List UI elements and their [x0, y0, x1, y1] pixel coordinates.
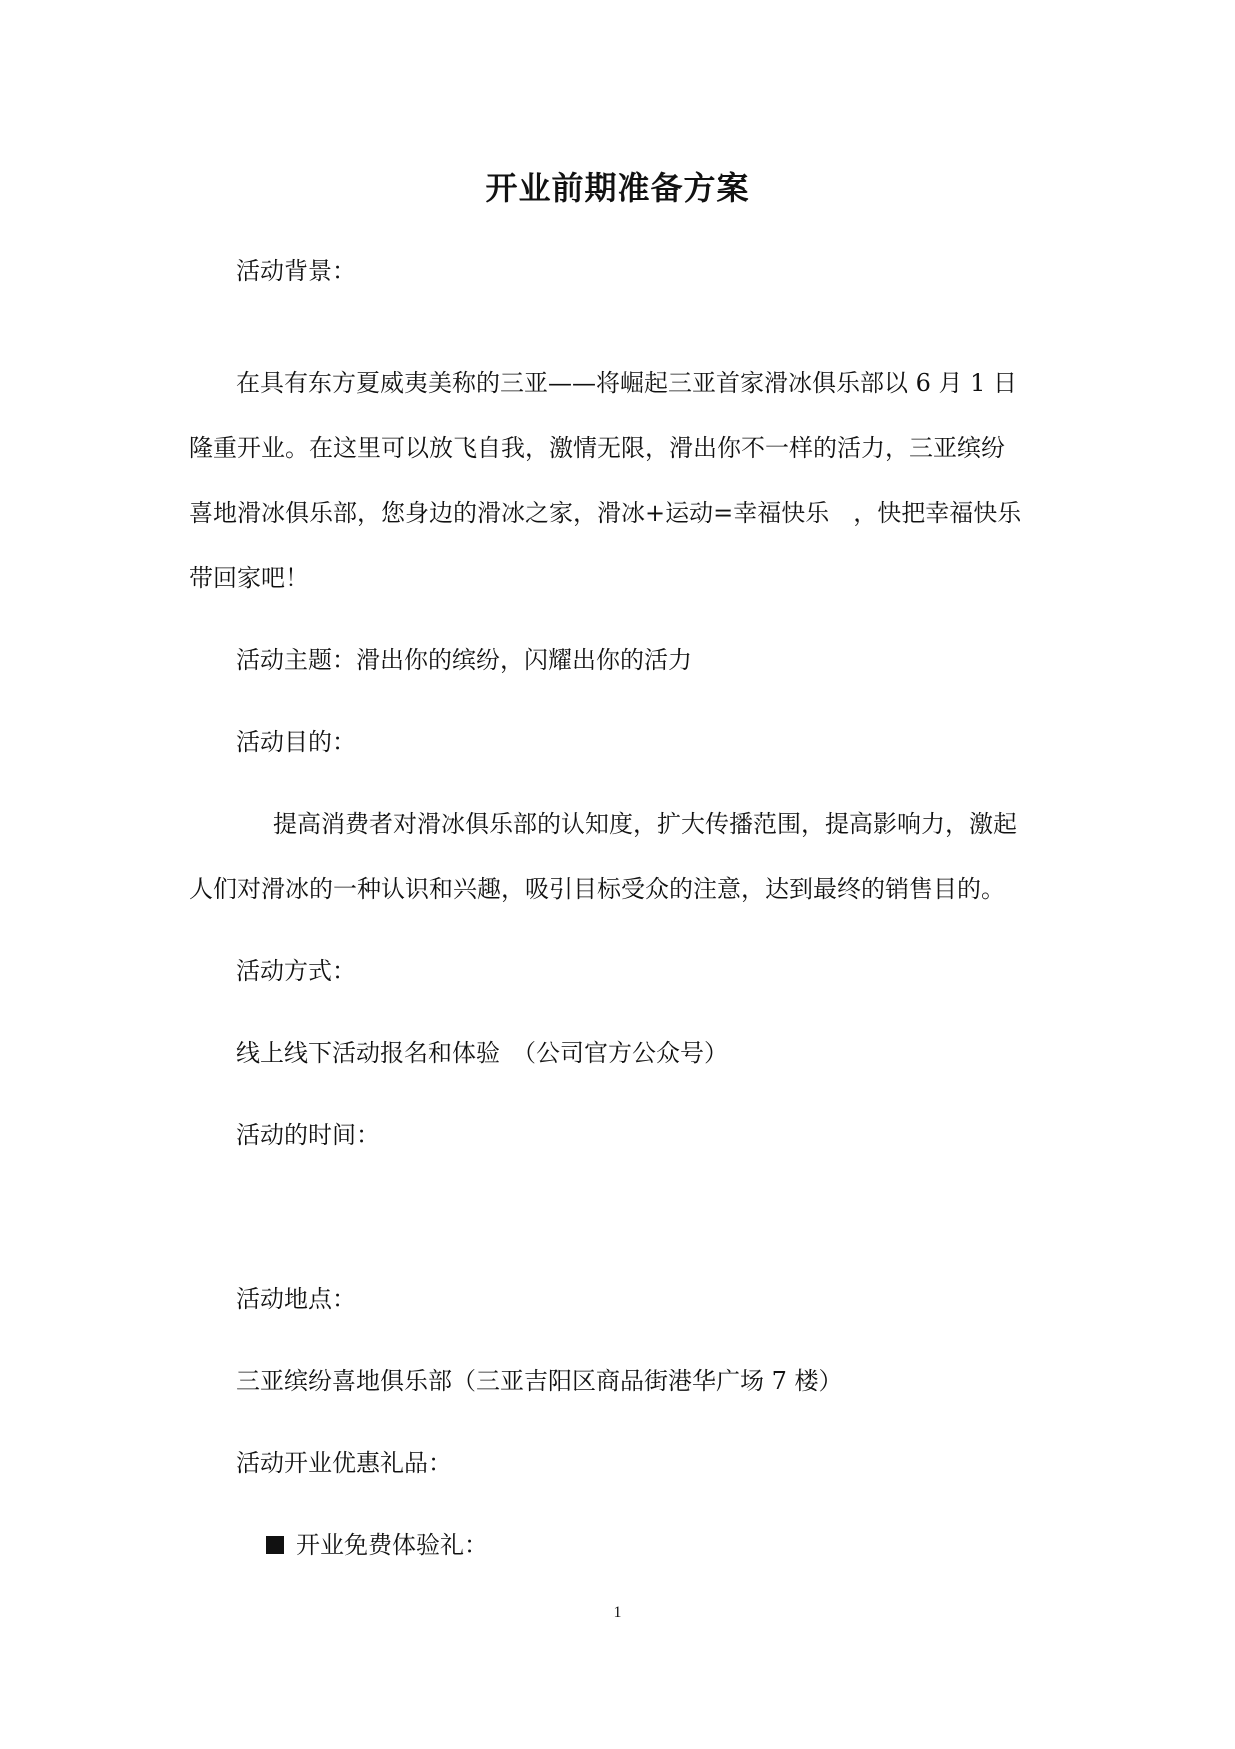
background-paragraph-line-2: 隆重开业。在这里可以放飞自我，激情无限，滑出你不一样的活力，三亚缤纷: [189, 434, 1005, 462]
page-number: 1: [613, 1604, 622, 1621]
method-value: 线上线下活动报名和体验 （公司官方公众号）: [236, 1039, 728, 1067]
background-paragraph-line-4: 带回家吧！: [189, 564, 309, 592]
purpose-heading: 活动目的：: [236, 728, 356, 756]
purpose-paragraph-line-1: 提高消费者对滑冰俱乐部的认知度，扩大传播范围，提高影响力，激起: [273, 810, 1017, 838]
document-title: 开业前期准备方案: [485, 169, 750, 207]
background-heading: 活动背景：: [236, 257, 356, 285]
background-paragraph-line-1: 在具有东方夏威夷美称的三亚——将崛起三亚首家滑冰俱乐部以 6 月 1 日: [236, 369, 1018, 397]
purpose-paragraph-line-2: 人们对滑冰的一种认识和兴趣，吸引目标受众的注意，达到最终的销售目的。: [189, 875, 1005, 903]
theme-line: 活动主题：滑出你的缤纷，闪耀出你的活力: [236, 646, 692, 674]
method-heading: 活动方式：: [236, 957, 356, 985]
gift-item-label: 开业免费体验礼：: [296, 1531, 488, 1559]
time-heading: 活动的时间：: [236, 1121, 380, 1149]
place-heading: 活动地点：: [236, 1285, 356, 1313]
background-paragraph-line-3: 喜地滑冰俱乐部，您身边的滑冰之家，滑冰+运动=幸福快乐 ，快把幸福快乐: [189, 499, 1022, 527]
gift-list-item: [266, 1530, 488, 1560]
square-bullet-icon: [266, 1536, 284, 1554]
place-value: 三亚缤纷喜地俱乐部（三亚吉阳区商品街港华广场 7 楼）: [236, 1367, 843, 1395]
gifts-heading: 活动开业优惠礼品：: [236, 1449, 452, 1477]
